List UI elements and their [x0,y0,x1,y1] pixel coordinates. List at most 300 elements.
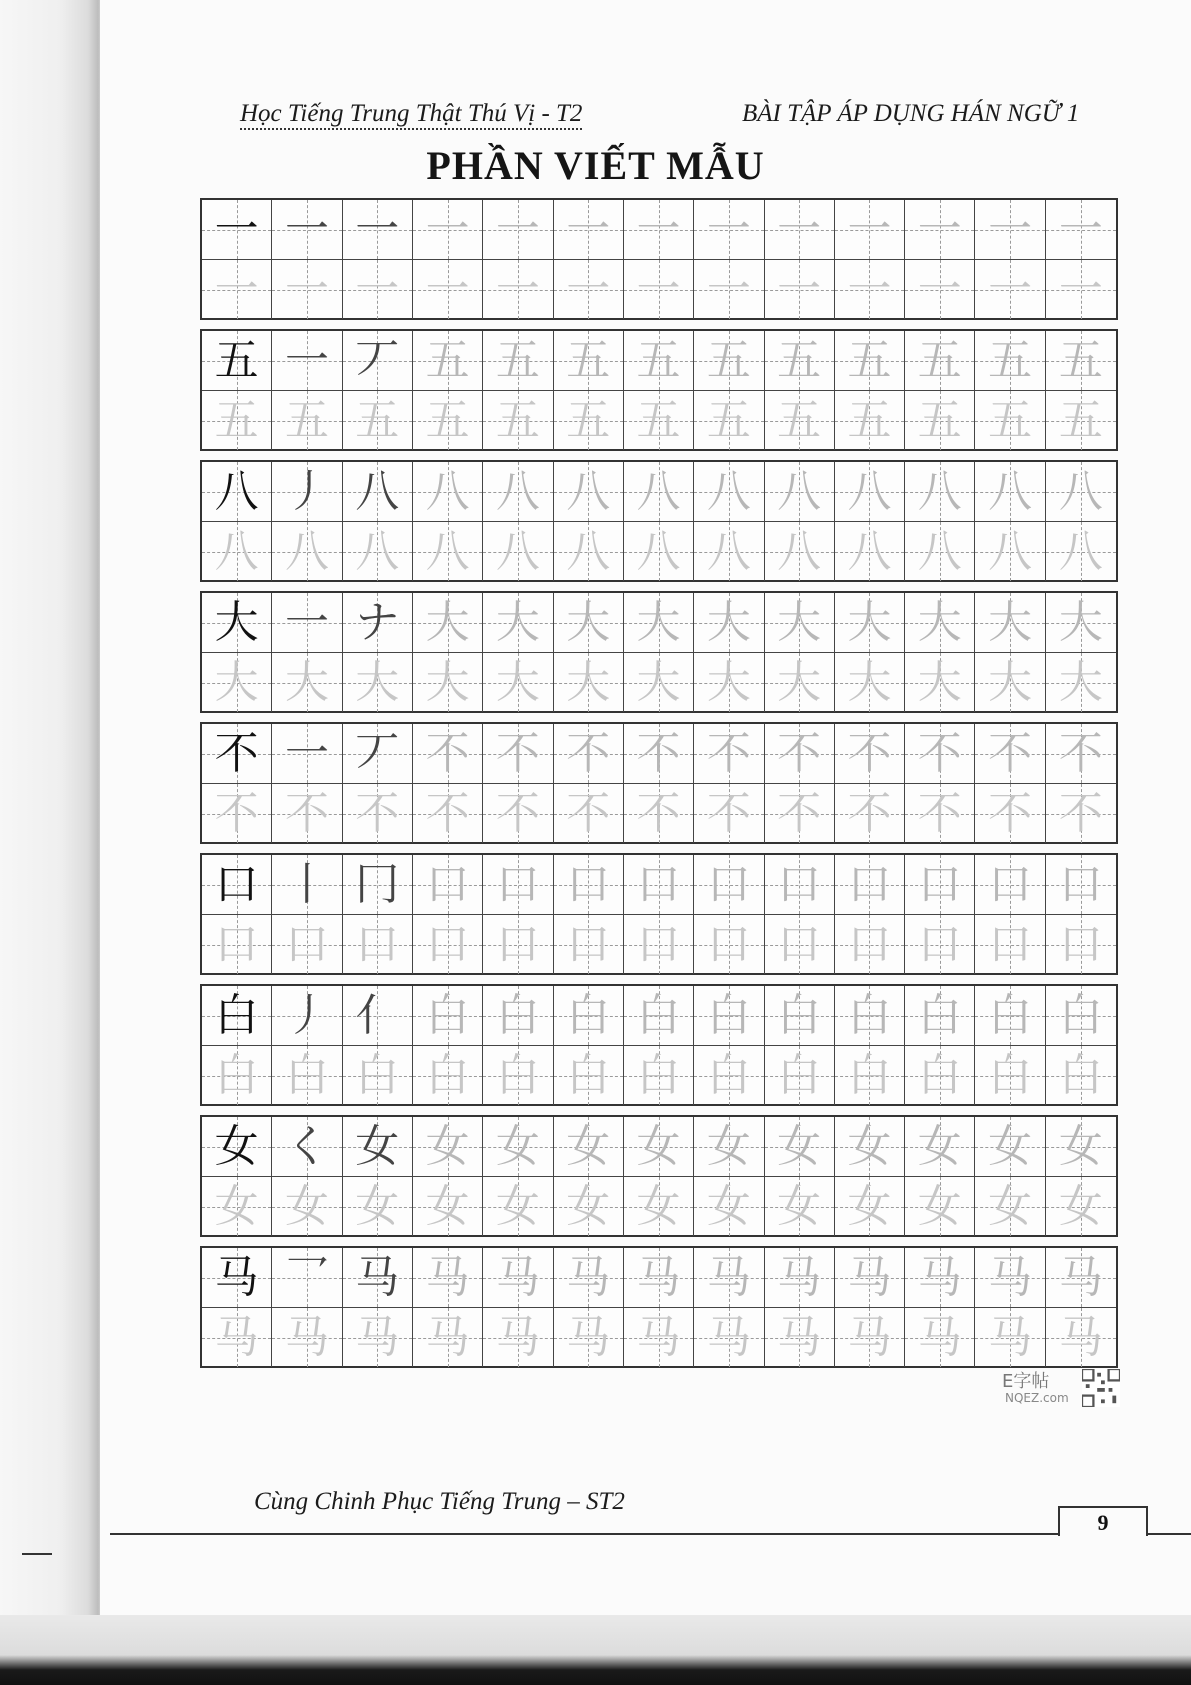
trace-cell [413,1177,483,1236]
stroke-step-cell [554,1248,624,1307]
stroke-step-cell [765,331,835,390]
trace-glyph: 女 [917,1180,962,1232]
stroke-step-cell [413,855,483,914]
stroke-step-cell [272,724,342,783]
trace-row [202,1176,1116,1236]
stroke-step-glyph: 一 [847,203,892,255]
trace-row [202,1307,1116,1367]
header-book-title: Học Tiếng Trung Thật Thú Vị - T2 [240,100,582,130]
trace-glyph: 马 [355,1311,400,1363]
trace-cell [343,784,413,843]
trace-glyph: 口 [847,918,892,970]
trace-cell [905,1177,975,1236]
stroke-step-glyph: 五 [988,334,1033,386]
stroke-step-cell [975,855,1045,914]
trace-cell [1046,1177,1116,1236]
stroke-step-glyph: 大 [917,596,962,648]
trace-cell [272,1046,342,1105]
model-character: 女 [214,1120,259,1172]
trace-cell [624,391,694,450]
stroke-step-cell [413,462,483,521]
trace-row [202,914,1116,974]
model-character: 口 [214,858,259,910]
stroke-step-glyph: 白 [706,989,751,1041]
trace-cell [765,653,835,712]
stroke-step-cell [765,1248,835,1307]
stroke-step-cell [905,986,975,1045]
trace-cell [1046,260,1116,319]
stroke-step-glyph: 马 [847,1251,892,1303]
stroke-step-glyph: 不 [988,727,1033,779]
model-cell [202,855,272,914]
trace-glyph: 八 [706,525,751,577]
trace-glyph: 不 [284,787,329,839]
stroke-step-cell [413,724,483,783]
trace-glyph: 五 [917,394,962,446]
trace-cell [975,1046,1045,1105]
trace-glyph: 一 [636,263,681,315]
trace-glyph: 八 [566,525,611,577]
stroke-step-glyph: 一 [988,203,1033,255]
stroke-step-glyph: 五 [777,334,822,386]
stroke-step-glyph: 口 [847,858,892,910]
stroke-step-glyph: 五 [1058,334,1103,386]
trace-glyph: 八 [425,525,470,577]
stroke-step-cell [343,331,413,390]
stroke-step-glyph: 口 [425,858,470,910]
trace-cell [343,1177,413,1236]
trace-cell [554,1308,624,1367]
stroke-step-cell [694,855,764,914]
stroke-step-glyph: 马 [636,1251,681,1303]
trace-glyph: 大 [988,656,1033,708]
stroke-step-glyph: 马 [425,1251,470,1303]
stroke-step-cell [975,331,1045,390]
stroke-step-glyph: 冂 [355,858,400,910]
trace-glyph: 八 [284,525,329,577]
stroke-order-row [202,200,1116,259]
trace-glyph: 马 [284,1311,329,1363]
stroke-step-cell [765,1117,835,1176]
stroke-step-cell [694,986,764,1045]
stroke-step-glyph: 大 [1058,596,1103,648]
stroke-step-glyph: 不 [425,727,470,779]
stroke-step-cell [343,986,413,1045]
stroke-step-glyph: 女 [566,1120,611,1172]
trace-glyph: 一 [917,263,962,315]
trace-glyph: 不 [847,787,892,839]
trace-glyph: 大 [636,656,681,708]
stroke-step-glyph: 马 [1058,1251,1103,1303]
stroke-step-glyph: 乛 [284,1251,329,1303]
character-block [200,722,1118,844]
trace-cell [483,260,553,319]
stroke-step-cell [624,855,694,914]
trace-glyph: 一 [1058,263,1103,315]
trace-cell [1046,784,1116,843]
stroke-step-glyph: 大 [495,596,540,648]
stroke-step-cell [975,200,1045,259]
trace-glyph: 五 [495,394,540,446]
stroke-step-cell [343,200,413,259]
trace-glyph: 八 [917,525,962,577]
trace-cell [765,784,835,843]
stroke-step-cell [624,593,694,652]
trace-cell [624,915,694,974]
trace-glyph: 不 [706,787,751,839]
trace-cell [624,1308,694,1367]
stroke-step-glyph: 五 [636,334,681,386]
trace-glyph: 女 [988,1180,1033,1232]
stroke-step-cell [343,1117,413,1176]
stroke-step-glyph: 女 [777,1120,822,1172]
trace-glyph: 口 [425,918,470,970]
trace-cell [835,784,905,843]
stroke-step-glyph: 白 [847,989,892,1041]
trace-cell [765,522,835,581]
stroke-step-cell [835,331,905,390]
trace-row [202,1045,1116,1105]
stroke-step-cell [272,593,342,652]
trace-glyph: 口 [355,918,400,970]
trace-cell [413,1308,483,1367]
stroke-step-glyph: 白 [917,989,962,1041]
stroke-step-glyph: 女 [847,1120,892,1172]
trace-cell [1046,915,1116,974]
trace-glyph: 白 [284,1049,329,1101]
stroke-order-row [202,986,1116,1045]
trace-cell [624,1046,694,1105]
trace-glyph: 五 [706,394,751,446]
stroke-step-cell [835,200,905,259]
stroke-step-cell [905,331,975,390]
stroke-step-cell [835,1117,905,1176]
trace-cell [694,1177,764,1236]
trace-glyph: 一 [214,263,259,315]
trace-glyph: 大 [284,656,329,708]
stroke-step-glyph: 口 [566,858,611,910]
character-block [200,198,1118,320]
footer-rule-tail [1146,1533,1191,1535]
trace-glyph: 女 [495,1180,540,1232]
trace-glyph: 大 [706,656,751,708]
trace-cell [483,1177,553,1236]
stroke-step-cell [765,724,835,783]
trace-glyph: 一 [706,263,751,315]
page-title: PHẦN VIẾT MẪU [426,143,765,188]
trace-cell [694,1046,764,1105]
trace-glyph: 大 [1058,656,1103,708]
stroke-step-cell [554,1117,624,1176]
stroke-step-cell [905,1117,975,1176]
trace-cell [272,784,342,843]
stroke-step-cell [624,462,694,521]
stroke-step-glyph: 白 [777,989,822,1041]
trace-glyph: 女 [284,1180,329,1232]
page-number: 9 [1058,1506,1148,1536]
stroke-step-glyph: 女 [706,1120,751,1172]
stroke-step-glyph: 五 [917,334,962,386]
trace-cell [765,1308,835,1367]
stroke-step-cell [835,986,905,1045]
stroke-step-cell [835,593,905,652]
model-character: 一 [214,203,259,255]
stroke-step-cell [1046,331,1116,390]
stroke-step-cell [343,593,413,652]
trace-cell [554,915,624,974]
trace-cell [202,1046,272,1105]
stroke-step-cell [765,986,835,1045]
trace-cell [272,1308,342,1367]
trace-cell [1046,1046,1116,1105]
trace-glyph: 马 [917,1311,962,1363]
stroke-step-glyph: 八 [495,465,540,517]
trace-cell [413,653,483,712]
stroke-step-glyph: 五 [495,334,540,386]
trace-cell [202,915,272,974]
trace-cell [272,522,342,581]
trace-glyph: 女 [566,1180,611,1232]
header-section-title: BÀI TẬP ÁP DỤNG HÁN NGỮ 1 [742,100,1080,127]
trace-cell [975,1177,1045,1236]
trace-cell [554,1046,624,1105]
trace-glyph: 八 [214,525,259,577]
trace-glyph: 马 [706,1311,751,1363]
trace-cell [483,1308,553,1367]
stroke-step-cell [975,593,1045,652]
trace-cell [1046,522,1116,581]
stroke-step-cell [1046,593,1116,652]
stroke-step-glyph: 八 [777,465,822,517]
scan-bottom-edge [0,1615,1191,1685]
trace-glyph: 白 [917,1049,962,1101]
stroke-step-glyph: 丆 [355,727,400,779]
stroke-step-glyph: 女 [425,1120,470,1172]
trace-cell [975,653,1045,712]
trace-glyph: 不 [495,787,540,839]
trace-glyph: 白 [495,1049,540,1101]
stroke-step-cell [343,1248,413,1307]
trace-cell [272,391,342,450]
trace-cell [835,522,905,581]
model-cell [202,1117,272,1176]
stroke-step-cell [624,724,694,783]
trace-glyph: 口 [706,918,751,970]
trace-glyph: 大 [425,656,470,708]
stroke-step-cell [905,724,975,783]
trace-cell [835,915,905,974]
stroke-step-glyph: 马 [495,1251,540,1303]
trace-cell [202,1177,272,1236]
stroke-step-glyph: 不 [847,727,892,779]
stroke-order-row [202,724,1116,783]
stroke-step-cell [765,593,835,652]
trace-cell [272,915,342,974]
stroke-step-glyph: 八 [988,465,1033,517]
model-cell [202,462,272,521]
trace-glyph: 大 [777,656,822,708]
stroke-step-glyph: 大 [706,596,751,648]
stroke-step-cell [272,331,342,390]
stroke-step-glyph: 五 [706,334,751,386]
trace-glyph: 白 [777,1049,822,1101]
trace-glyph: 白 [355,1049,400,1101]
trace-glyph: 马 [566,1311,611,1363]
trace-cell [694,391,764,450]
trace-glyph: 一 [425,263,470,315]
stroke-step-cell [835,462,905,521]
stroke-step-glyph: 一 [284,727,329,779]
trace-glyph: 马 [1058,1311,1103,1363]
trace-cell [694,653,764,712]
stroke-step-glyph: 一 [706,203,751,255]
trace-glyph: 不 [1058,787,1103,839]
stroke-step-cell [694,462,764,521]
trace-cell [905,784,975,843]
trace-cell [202,1308,272,1367]
trace-glyph: 大 [355,656,400,708]
trace-glyph: 马 [425,1311,470,1363]
trace-cell [765,915,835,974]
trace-glyph: 马 [777,1311,822,1363]
trace-glyph: 不 [988,787,1033,839]
trace-glyph: 不 [214,787,259,839]
book-spine-shadow [0,0,100,1685]
stroke-step-cell [975,724,1045,783]
stroke-step-cell [483,200,553,259]
stroke-step-cell [905,462,975,521]
trace-glyph: 马 [988,1311,1033,1363]
stroke-step-cell [975,1248,1045,1307]
character-block [200,853,1118,975]
stroke-step-glyph: 白 [988,989,1033,1041]
trace-cell [624,522,694,581]
stroke-step-cell [554,593,624,652]
character-block [200,329,1118,451]
trace-glyph: 五 [988,394,1033,446]
stroke-step-cell [694,1117,764,1176]
stroke-step-cell [554,200,624,259]
trace-cell [343,915,413,974]
trace-glyph: 五 [355,394,400,446]
stroke-step-cell [272,1117,342,1176]
trace-cell [413,522,483,581]
stroke-step-cell [765,855,835,914]
stroke-step-glyph: 八 [706,465,751,517]
trace-cell [554,391,624,450]
trace-cell [765,260,835,319]
stroke-step-cell [694,331,764,390]
trace-glyph: 不 [566,787,611,839]
trace-glyph: 白 [988,1049,1033,1101]
model-cell [202,331,272,390]
stroke-step-glyph: ナ [355,596,400,648]
stroke-step-glyph: 大 [566,596,611,648]
trace-cell [694,1308,764,1367]
trace-glyph: 女 [706,1180,751,1232]
stroke-step-cell [975,462,1045,521]
trace-glyph: 女 [214,1180,259,1232]
trace-cell [202,653,272,712]
stroke-step-glyph: 白 [495,989,540,1041]
stroke-step-glyph: 八 [355,465,400,517]
trace-glyph: 一 [566,263,611,315]
stroke-step-glyph: 八 [917,465,962,517]
trace-cell [483,915,553,974]
trace-cell [694,522,764,581]
trace-glyph: 大 [214,656,259,708]
trace-cell [624,260,694,319]
stroke-step-cell [905,855,975,914]
trace-cell [554,784,624,843]
trace-glyph: 一 [495,263,540,315]
stroke-step-glyph: 女 [355,1120,400,1172]
stroke-step-cell [905,1248,975,1307]
trace-cell [413,391,483,450]
trace-cell [624,784,694,843]
stroke-step-glyph: 马 [917,1251,962,1303]
stroke-step-cell [343,855,413,914]
model-character: 大 [214,596,259,648]
trace-glyph: 白 [425,1049,470,1101]
stroke-order-row [202,593,1116,652]
trace-glyph: 八 [988,525,1033,577]
trace-cell [202,522,272,581]
stroke-step-glyph: 五 [847,334,892,386]
model-character: 马 [214,1251,259,1303]
stroke-step-glyph: 一 [284,334,329,386]
stroke-step-glyph: 口 [988,858,1033,910]
trace-cell [343,522,413,581]
stroke-order-row [202,1117,1116,1176]
stroke-step-glyph: 大 [847,596,892,648]
logo [1002,1367,1122,1407]
stroke-step-glyph: 八 [636,465,681,517]
stroke-step-cell [1046,855,1116,914]
practice-grid [200,198,1120,1377]
trace-cell [343,1308,413,1367]
stroke-step-cell [413,1117,483,1176]
trace-cell [554,653,624,712]
stroke-step-glyph: 一 [1058,203,1103,255]
trace-glyph: 白 [636,1049,681,1101]
stroke-step-glyph: 大 [636,596,681,648]
trace-glyph: 不 [355,787,400,839]
stroke-step-glyph: 大 [425,596,470,648]
trace-cell [694,915,764,974]
trace-glyph: 口 [566,918,611,970]
margin-mark [22,1553,52,1555]
trace-glyph: 白 [1058,1049,1103,1101]
trace-cell [483,1046,553,1105]
stroke-step-glyph: 丿 [284,989,329,1041]
trace-cell [835,391,905,450]
trace-cell [624,1177,694,1236]
stroke-order-row [202,462,1116,521]
trace-cell [905,1046,975,1105]
trace-cell [694,260,764,319]
stroke-step-glyph: 白 [1058,989,1103,1041]
stroke-step-glyph: 不 [917,727,962,779]
stroke-step-cell [272,1248,342,1307]
stroke-step-cell [554,331,624,390]
character-block [200,460,1118,582]
model-character: 五 [214,334,259,386]
trace-cell [343,1046,413,1105]
stroke-step-glyph: 马 [566,1251,611,1303]
trace-glyph: 五 [425,394,470,446]
stroke-step-cell [624,1248,694,1307]
